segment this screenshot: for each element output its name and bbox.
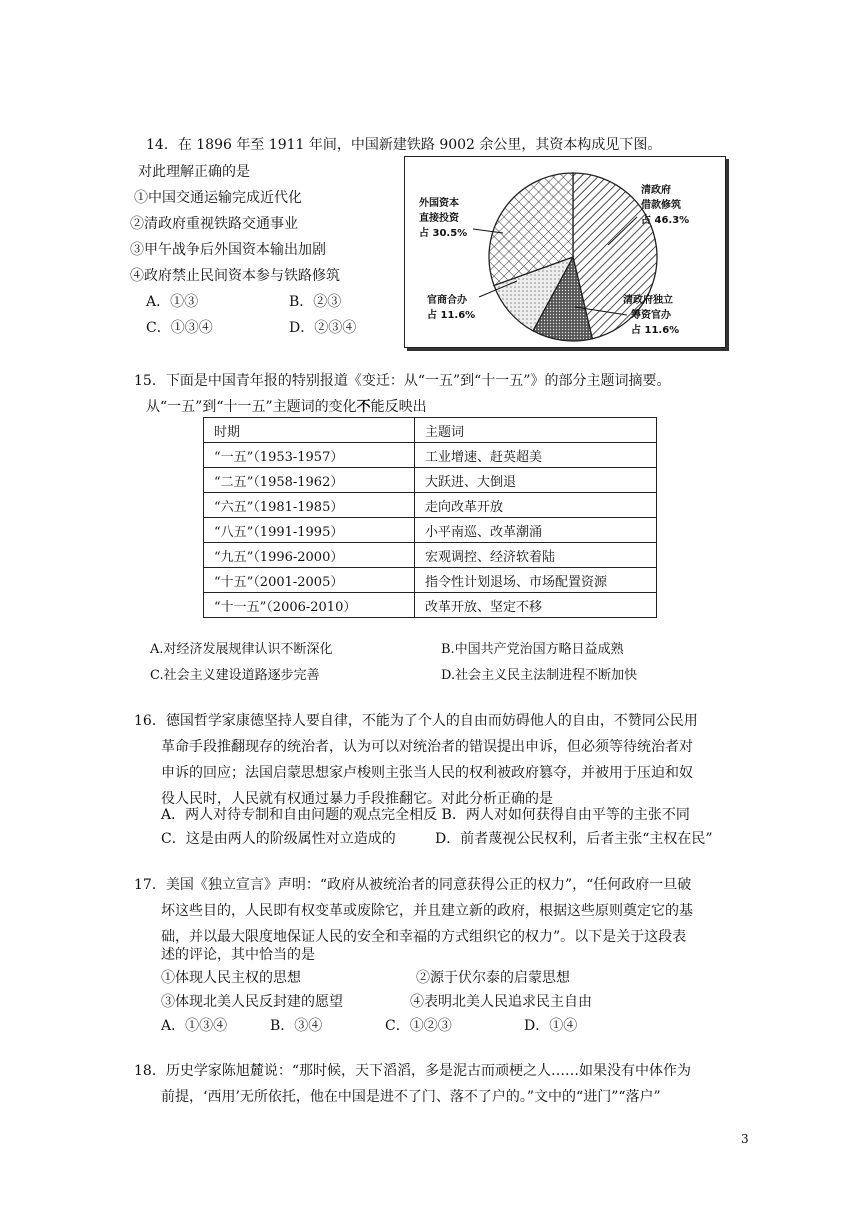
q16-line-2: 革命手段推翻现存的统治者，认为可以对统治者的错误提出申诉，但必须等待统治者对 [161, 739, 693, 755]
table-cell: 大跃进、大倒退 [415, 468, 657, 493]
table-cell: 工业增速、赶英超美 [415, 443, 657, 468]
q17-option-4: ④表明北美人民追求民主自由 [410, 994, 592, 1010]
page-number: 3 [741, 1132, 749, 1146]
q14-option-2: ②清政府重视铁路交通事业 [130, 216, 298, 232]
q17-option-1: ①体现人民主权的思想 [161, 970, 301, 986]
table-row [204, 468, 657, 493]
q17-line-4: 述的评论，其中恰当的是 [161, 947, 315, 963]
q16-line-3: 申诉的回应；法国启蒙思想家卢梭则主张当人民的权利被政府篡夺，并被用于压迫和奴 [161, 765, 693, 781]
five-year-plan-table [203, 417, 657, 618]
q16-line-4: 役人民时，人民就有权通过暴力手段推翻它。对此分析正确的是 [161, 791, 553, 807]
q15-stem-line1: 15．下面是中国青年报的特别报道《变迁：从“一五”到“十一五”》的部分主题词摘要。 [134, 373, 671, 389]
table-cell: “一五”（1953-1957） [204, 443, 415, 468]
q16-choice-ab: A．两人对待专制和自由问题的观点完全相反 B．两人对如何获得自由平等的主张不同 [161, 807, 690, 823]
q14-stem-line2: 对此理解正确的是 [138, 164, 250, 180]
q18-line-1: 18．历史学家陈旭麓说：“那时候，天下滔滔，多是泥古而顽梗之人……如果没有中体作为 [134, 1063, 691, 1079]
table-cell: 宏观调控、经济软着陆 [415, 543, 657, 568]
table-cell: 走向改革开放 [415, 493, 657, 518]
railway-capital-pie-chart [404, 156, 726, 348]
q14-choice-d: D．②③④ [289, 320, 357, 336]
label-foreign-2: 直接投资 [419, 213, 459, 224]
q16-line-1: 16．德国哲学家康德坚持人要自律，不能为了个人的自由而妨碍他人的自由，不赞同公民用 [134, 713, 698, 729]
table-row [204, 493, 657, 518]
label-qing-loan-2: 借款修筑 [641, 200, 681, 211]
q17-line-3: 础，并以最大限度地保证人民的安全和幸福的方式组织它的权力”。以下是关于这段表 [161, 929, 687, 945]
table-cell: “二五”（1958-1962） [204, 468, 415, 493]
q14-choice-a: A．①③ [146, 294, 199, 310]
q14-option-3: ③甲午战争后外国资本输出加剧 [130, 242, 326, 258]
q14-choice-c: C．①③④ [146, 320, 213, 336]
table-cell: “八五”（1991-1995） [204, 518, 415, 543]
q18-line-2: 前提，‘西用’无所依托，他在中国是进不了门、落不了户的。”文中的“进门”“落户” [161, 1089, 661, 1105]
q15-stem-line2 [146, 398, 427, 416]
q15-choice-c: C.社会主义建设道路逐步完善 [150, 668, 320, 683]
table-row [204, 518, 657, 543]
table-cell: 小平南巡、改革潮涌 [415, 518, 657, 543]
q15-stem-pre: 从“一五”到“十一五”主题词的变化 [146, 399, 357, 415]
label-qing-self-3: 占 11.6% [631, 325, 680, 336]
label-foreign-1: 外国资本 [419, 198, 459, 209]
label-qing-self-2: 筹资官办 [631, 310, 671, 321]
q15-choice-a: A.对经济发展规律认识不断深化 [150, 642, 333, 657]
table-cell: “九五”（1996-2000） [204, 543, 415, 568]
table-header-row [204, 418, 657, 443]
table-cell: 指令性计划退场、市场配置资源 [415, 568, 657, 593]
label-qing-self-1: 清政府独立 [623, 295, 673, 306]
table-row [204, 543, 657, 568]
label-foreign-3: 占 30.5% [419, 228, 468, 239]
table-row [204, 443, 657, 468]
q16-choice-c: C．这是由两人的阶级属性对立造成的 [161, 831, 396, 847]
q17-choice-b: B．③④ [270, 1018, 323, 1034]
table-cell: 改革开放、坚定不移 [415, 593, 657, 618]
table-header-theme: 主题词 [415, 418, 657, 443]
q15-choice-d: D.社会主义民主法制进程不断加快 [441, 668, 638, 683]
q14-stem-line1: 14．在 1896 年至 1911 年间，中国新建铁路 9002 余公里，其资本构成见下图。 [146, 137, 662, 153]
q17-choice-a: A．①③④ [161, 1018, 228, 1034]
q17-choice-c: C．①②③ [385, 1018, 452, 1034]
q15-stem-emphasis: 不 [356, 399, 371, 415]
q17-line-1: 17．美国《独立宣言》声明：“政府从被统治者的同意获得公正的权力”，“任何政府一旦破 [134, 877, 692, 893]
table-cell: “六五”（1981-1985） [204, 493, 415, 518]
q17-line-2: 坏这些目的，人民即有权变革或废除它，并且建立新的政府，根据这些原则奠定它的基 [161, 903, 693, 919]
label-qing-loan-1: 清政府 [641, 185, 671, 196]
label-joint-2: 占 11.6% [427, 310, 476, 321]
table-header-period: 时期 [204, 418, 415, 443]
q14-option-1: ①中国交通运输完成近代化 [134, 190, 302, 206]
table-cell: “十一五”（2006-2010） [204, 593, 415, 618]
q17-option-3: ③体现北美人民反封建的愿望 [161, 994, 343, 1010]
q14-choice-b: B．②③ [289, 294, 342, 310]
q14-option-4: ④政府禁止民间资本参与铁路修筑 [130, 268, 340, 284]
table-cell: “十五”（2001-2005） [204, 568, 415, 593]
q15-stem-post: 能反映出 [370, 399, 427, 415]
table-row [204, 568, 657, 593]
q15-choice-b: B.中国共产党治国方略日益成熟 [441, 642, 624, 657]
label-joint-1: 官商合办 [427, 295, 467, 306]
q16-choice-d: D．前者蔑视公民权利，后者主张“主权在民” [435, 831, 713, 847]
q17-option-2: ②源于伏尔泰的启蒙思想 [416, 970, 570, 986]
q17-choice-d: D．①④ [524, 1018, 578, 1034]
label-qing-loan-3: 占 46.3% [641, 215, 690, 226]
pie-chart-svg [405, 157, 725, 347]
table-row [204, 593, 657, 618]
